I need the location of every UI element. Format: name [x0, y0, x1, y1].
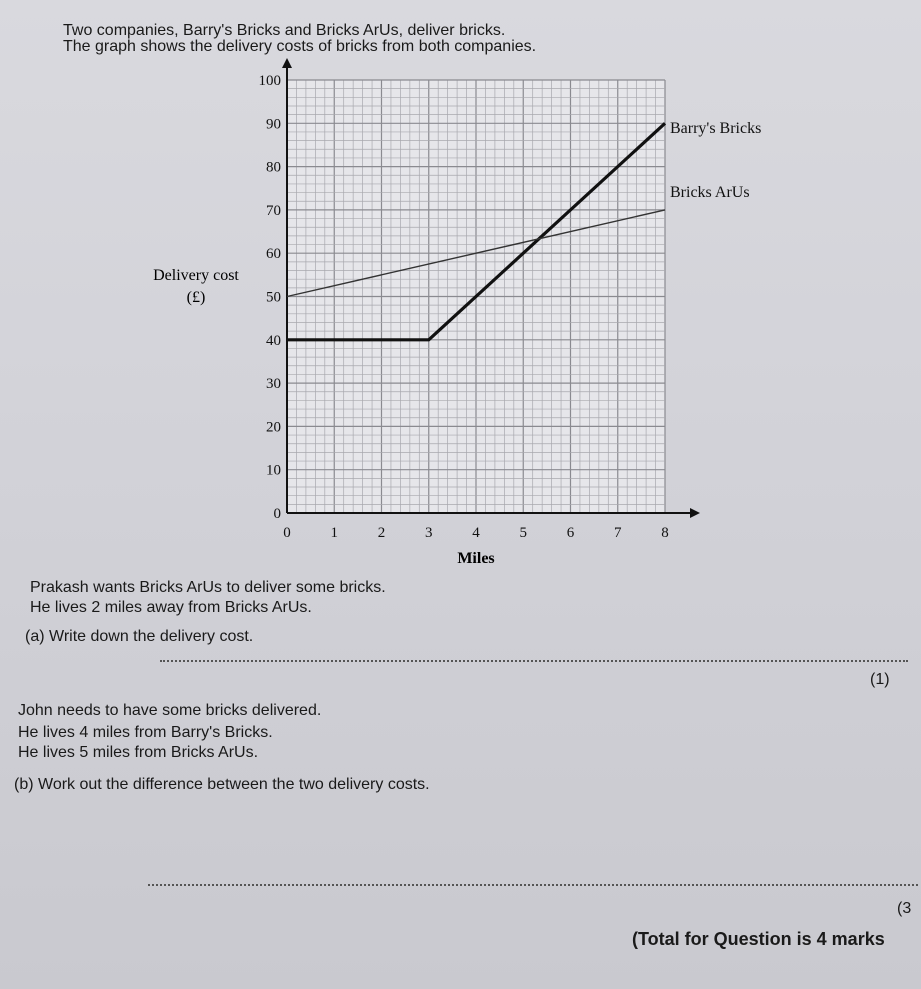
y-tick-label: 100 — [258, 73, 281, 89]
answer-line-b[interactable] — [148, 884, 918, 886]
x-tick-label: 7 — [614, 525, 622, 541]
x-tick-label: 1 — [330, 525, 338, 541]
y-tick-label: 0 — [273, 506, 281, 522]
y-axis-label-line-2: (£) — [186, 289, 206, 306]
y-tick-label: 20 — [266, 419, 281, 436]
y-tick-label: 40 — [266, 332, 281, 349]
question-b: (b) Work out the difference between the two delivery costs. — [14, 776, 430, 793]
question-p2: He lives 2 miles away from Bricks ArUs. — [30, 599, 312, 616]
x-axis-label: Miles — [457, 550, 495, 567]
x-tick-label: 2 — [377, 525, 386, 541]
y-tick-label: 90 — [266, 116, 281, 133]
question-a: (a) Write down the delivery cost. — [25, 628, 254, 645]
x-tick-label: 4 — [472, 525, 480, 541]
answer-line-a[interactable] — [160, 660, 908, 662]
series-label: Barry's Bricks — [670, 120, 762, 137]
x-tick-label: 3 — [425, 525, 433, 541]
x-tick-label: 6 — [566, 525, 575, 541]
question-p1: Prakash wants Bricks ArUs to deliver some bricks. — [30, 579, 386, 596]
y-tick-label: 60 — [266, 246, 281, 263]
question-j2: He lives 4 miles from Barry's Bricks. — [18, 724, 273, 741]
y-tick-label: 70 — [266, 202, 281, 219]
x-tick-label: 5 — [519, 525, 527, 541]
y-tick-label: 50 — [266, 289, 281, 306]
marks-a: (1) — [870, 671, 890, 688]
x-tick-label: 8 — [661, 525, 669, 541]
marks-b: (3 — [897, 900, 912, 917]
y-tick-label: 80 — [266, 159, 281, 176]
y-tick-label: 30 — [266, 376, 281, 393]
series-label: Bricks ArUs — [670, 184, 750, 201]
y-axis-arrow — [282, 58, 292, 68]
y-tick-label: 10 — [266, 462, 281, 479]
intro-line-2: The graph shows the delivery costs of bricks from both companies. — [63, 38, 537, 55]
intro-line-1: Two companies, Barry's Bricks and Bricks ArUs, deliver bricks. — [63, 22, 506, 39]
question-j3: He lives 5 miles from Bricks ArUs. — [18, 744, 259, 761]
question-j1: John needs to have some bricks delivered. — [18, 702, 322, 719]
total-marks: (Total for Question is 4 marks — [632, 929, 885, 949]
x-axis-arrow — [690, 508, 700, 518]
x-tick-label: 0 — [283, 525, 291, 541]
y-axis-label-line-1: Delivery cost — [153, 267, 239, 284]
